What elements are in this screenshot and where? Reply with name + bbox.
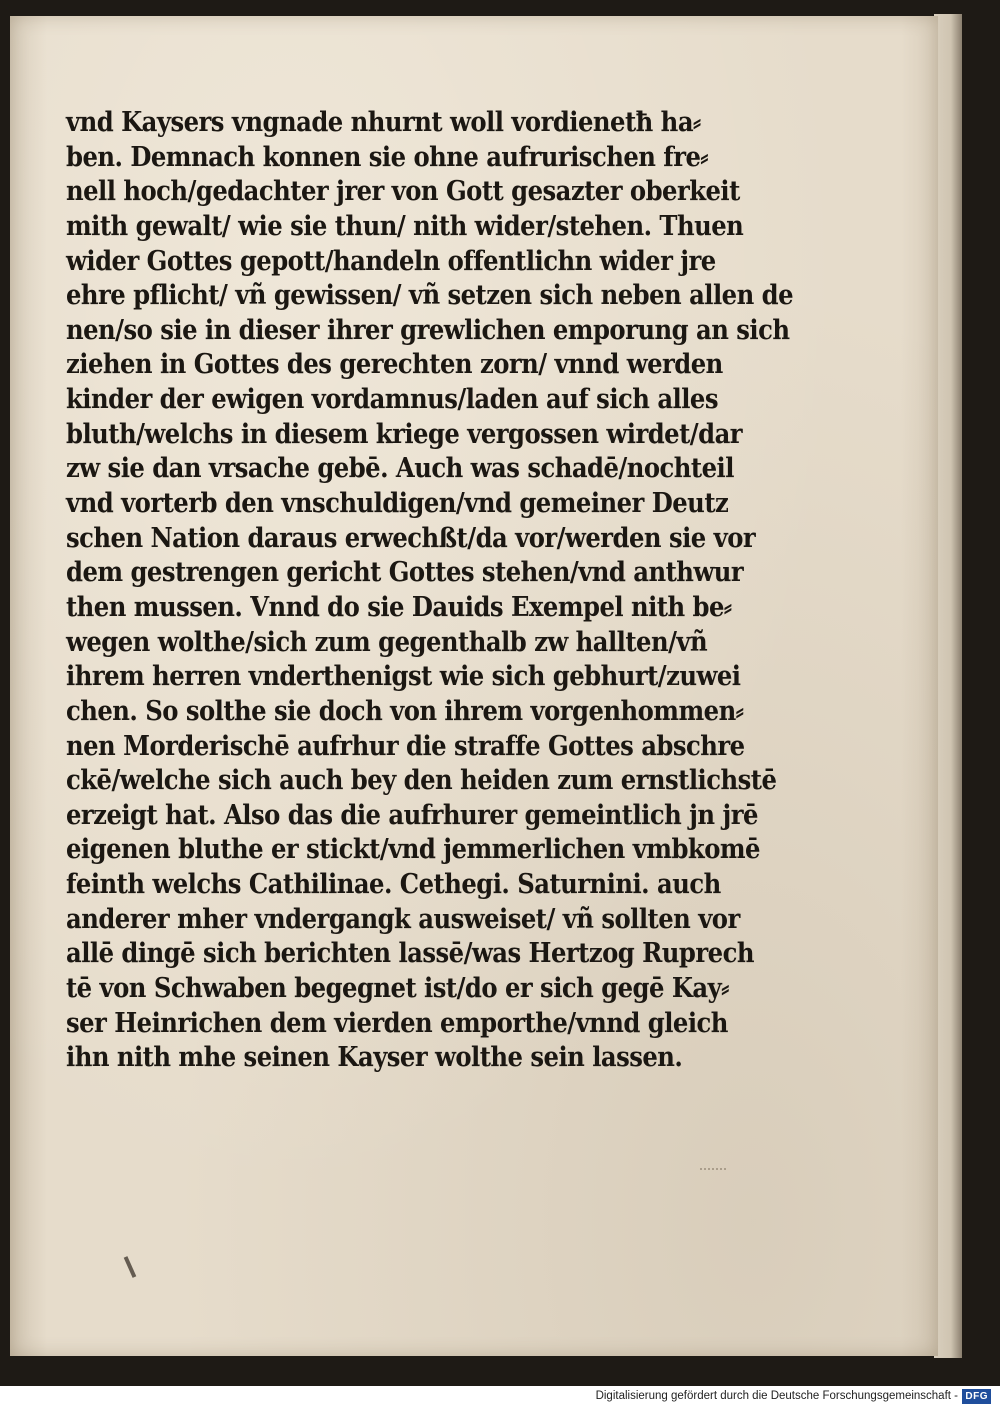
text-line: anderer mher vndergangk ausweiset/ vñ sollten vor xyxy=(66,903,740,935)
page-text xyxy=(66,106,826,1076)
text-line: tē von Schwaben begegnet ist/do er sich gegē Kay⸗ xyxy=(66,973,729,1005)
text-line: vnd vorterb den vnschuldigen/vnd gemeiner Deutz xyxy=(66,488,729,520)
page-edge xyxy=(934,14,962,1358)
text-line: dem gestrengen gericht Gottes stehen/vnd anthwur xyxy=(66,557,744,589)
text-line: wegen wolthe/sich zum gegenthalb zw hallten/vñ xyxy=(66,626,708,658)
text-line: allē dingē sich berichten lassē/was Hertzog Ruprech xyxy=(66,938,754,970)
text-line: ehre pflicht/ vñ gewissen/ vñ setzen sich neben allen de xyxy=(66,280,794,312)
text-line: chen. So solthe sie doch von ihrem vorgenhommen⸗ xyxy=(66,695,744,727)
text-line: nell hoch/gedachter jrer von Gott gesazter oberkeit xyxy=(66,176,740,208)
text-line: nen/so sie in dieser ihrer grewlichen emporung an sich xyxy=(66,314,790,346)
ink-smudge xyxy=(700,1162,726,1170)
text-line: ihn nith mhe seinen Kayser wolthe sein lassen. xyxy=(66,1042,683,1074)
text-line: then mussen. Vnnd do sie Dauids Exempel nith be⸗ xyxy=(66,591,732,623)
text-line: vnd Kaysers vngnade nhurnt woll vordienetħ ha⸗ xyxy=(66,107,701,138)
text-line: wider Gottes gepott/handeln offentlichn wider jre xyxy=(66,245,716,277)
funding-credit: Digitalisierung gefördert durch die Deutsche Forschungsgemeinschaft - xyxy=(595,1390,958,1402)
text-line: mith gewalt/ wie sie thun/ nith wider/stehen. Thuen xyxy=(66,210,744,242)
text-line: bluth/welchs in diesem kriege vergossen wirdet/dar xyxy=(66,418,743,450)
text-line: erzeigt hat. Also das die aufrhurer gemeintlich jn jrē xyxy=(66,799,758,831)
text-line: ziehen in Gottes des gerechten zorn/ vnnd werden xyxy=(66,349,723,381)
text-line: eigenen bluthe er stickt/vnd jemmerlichen vmbkomē xyxy=(66,834,760,866)
text-line: ihrem herren vnderthenigst wie sich gebhurt/zuwei xyxy=(66,661,741,693)
text-line: nen Morderischē aufrhur die straffe Gottes abschre xyxy=(66,730,745,762)
text-line: ser Heinrichen dem vierden emporthe/vnnd gleich xyxy=(66,1007,728,1039)
text-line: schen Nation daraus erwechßt/da vor/werden sie vor xyxy=(66,522,756,554)
text-line: kinder der ewigen vordamnus/laden auf sich alles xyxy=(66,384,718,416)
text-line: zw sie dan vrsache gebē. Auch was schadē/nochteil xyxy=(66,453,734,485)
text-line: ckē/welche sich auch bey den heiden zum ernstlichstē xyxy=(66,765,777,797)
text-line: ben. Demnach konnen sie ohne aufrurischen fre⸗ xyxy=(66,141,708,173)
dfg-logo[interactable]: DFG xyxy=(962,1389,991,1404)
text-line: feinth welchs Cathilinae. Cethegi. Saturnini. auch xyxy=(66,869,721,901)
